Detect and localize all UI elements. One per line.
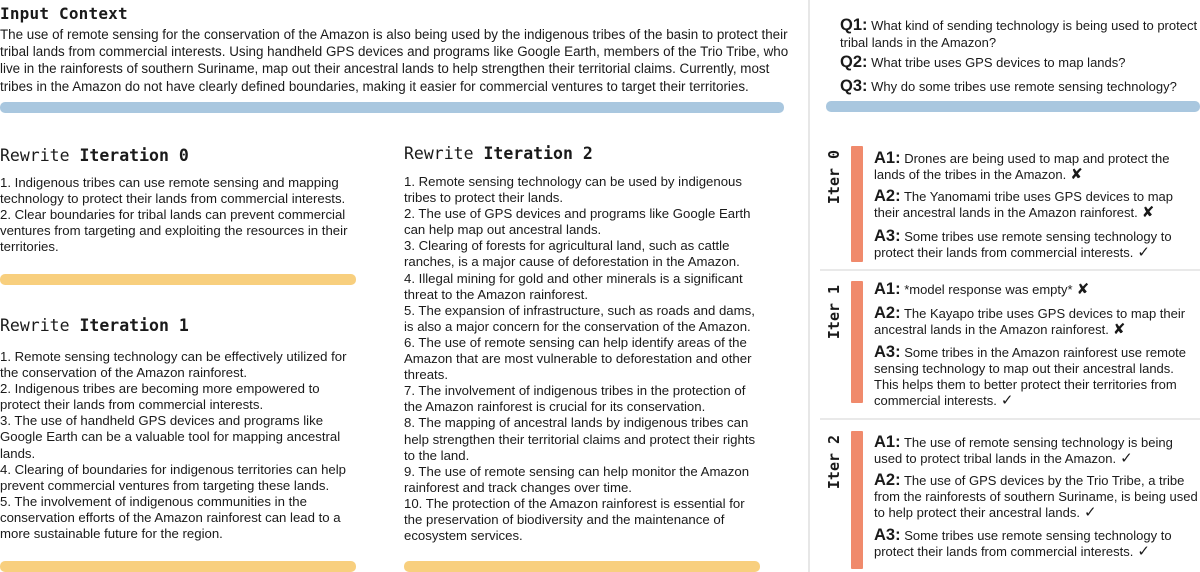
cross-icon: ✘	[1070, 166, 1083, 183]
rewrite-iteration-1-list	[0, 349, 356, 542]
iteration-separator	[820, 418, 1200, 420]
list-item: 9. The use of remote sensing can help monitor the Amazon rainforest and track changes over time.	[404, 463, 750, 495]
check-icon: ✓	[1120, 450, 1133, 467]
cross-icon: ✘	[1112, 321, 1126, 338]
iteration-0-label: Iter 0	[825, 149, 843, 205]
check-icon: ✓	[1137, 543, 1150, 560]
iteration-1-label: Iter 1	[825, 284, 843, 340]
rewrite-iteration-2-divider	[404, 561, 760, 572]
question-1: Q1: What kind of sending technology is being used to protect tribal lands in the Amazon?	[840, 16, 1198, 50]
iteration-2-answer-1: A1: The use of remote sensing technology is being used to protect tribal lands in the Amazon. ✓	[874, 433, 1173, 467]
list-item: 3. The use of handheld GPS devices and programs like Google Earth can be a valuable tool for mapping ancestral lands.	[0, 413, 341, 461]
rewrite-iteration-1-divider	[0, 561, 356, 572]
iteration-separator	[820, 269, 1200, 271]
check-icon: ✓	[1137, 244, 1150, 261]
column-separator	[808, 0, 810, 572]
question-2: Q2: What tribe uses GPS devices to map lands?	[840, 53, 1126, 71]
list-item: 5. The expansion of infrastructure, such as roads and dams, is also a major concern for the conservation of the Amazon.	[404, 302, 755, 334]
iteration-2-bar	[851, 431, 863, 569]
list-item: 4. Illegal mining for gold and other minerals is a significant threat to the Amazon rainforest.	[404, 270, 743, 302]
list-item: 3. Clearing of forests for agricultural land, such as cattle ranches, is a major cause of deforestation in the Amazon.	[404, 238, 740, 270]
check-icon: ✓	[1000, 392, 1014, 409]
list-item: 4. Clearing of boundaries for indigenous territories can help prevent commercial ventures from targeting these lands.	[0, 461, 347, 493]
list-item: 2. Indigenous tribes are becoming more empowered to protect their lands from commercial interests.	[0, 381, 320, 413]
list-item: 1. Remote sensing technology can be used by indigenous tribes to protect their lands.	[404, 174, 742, 206]
check-icon: ✓	[1083, 504, 1097, 521]
rewrite-iteration-0-title: Rewrite Iteration 0	[0, 146, 189, 165]
input-context-title: Input Context	[0, 4, 128, 23]
iteration-2-label: Iter 2	[825, 434, 843, 490]
iteration-0-answer-3: A3: Some tribes use remote sensing technology to protect their lands from commercial interests. ✓	[874, 227, 1172, 261]
questions-divider	[826, 101, 1200, 112]
iteration-1-answer-1: A1: *model response was empty* ✘	[874, 280, 1090, 298]
iteration-2-answer-3: A3: Some tribes use remote sensing technology to protect their lands from commercial interests. ✓	[874, 526, 1172, 560]
iteration-1-answer-3: A3: Some tribes in the Amazon rainforest use remote sensing technology to map out their ancestral lands. This helps them to better protect their territories from commercial interests. ✓	[874, 343, 1187, 409]
list-item: 8. The mapping of ancestral lands by indigenous tribes can help strengthen their territorial claims and protect their rights to the land.	[404, 415, 756, 463]
list-item: 2. Clear boundaries for tribal lands can prevent commercial ventures from targeting and exploiting the resources in their territories.	[0, 207, 348, 255]
rewrite-iteration-2-list	[404, 174, 760, 544]
question-3: Q3: Why do some tribes use remote sensing technology?	[840, 77, 1177, 95]
iteration-0-bar	[851, 146, 863, 262]
list-item: 7. The involvement of indigenous tribes in the protection of the Amazon rainforest is crucial for its conservation.	[404, 383, 746, 415]
cross-icon: ✘	[1076, 281, 1090, 298]
list-item: 6. The use of remote sensing can help identify areas of the Amazon that are most vulnerable to deforestation and other threats.	[404, 334, 752, 383]
iteration-0-answer-2: A2: The Yanomami tribe uses GPS devices to map their ancestral lands in the Amazon rainforest. ✘	[874, 187, 1174, 221]
list-item: 1. Remote sensing technology can be effectively utilized for the conservation of the Amazon rainforest.	[0, 349, 347, 381]
iteration-0-answer-1: A1: Drones are being used to map and protect the lands of the tribes in the Amazon. ✘	[874, 149, 1170, 183]
rewrite-iteration-2-title: Rewrite Iteration 2	[404, 144, 593, 163]
rewrite-iteration-0-divider	[0, 274, 356, 285]
list-item: 1. Indigenous tribes can use remote sensing and mapping technology to protect their lands from commercial interests.	[0, 175, 346, 207]
input-context-divider	[0, 102, 784, 113]
list-item: 2. The use of GPS devices and programs like Google Earth can help map out ancestral lands.	[404, 206, 751, 238]
rewrite-iteration-0-list	[0, 175, 360, 255]
iteration-2-answer-2: A2: The use of GPS devices by the Trio Tribe, a tribe from the rainforests of southern Suriname, is being used to help protect their ancestral lands. ✓	[874, 471, 1198, 521]
list-item: 10. The protection of the Amazon rainforest is essential for the preservation of biodiversity and the maintenance of ecosystem services.	[404, 495, 745, 544]
iteration-1-answer-2: A2: The Kayapo tribe uses GPS devices to map their ancestral lands in the Amazon rainforest. ✘	[874, 304, 1186, 338]
input-context-text: The use of remote sensing for the conservation of the Amazon is also being used by the indigenous tribes of the basin to protect their tribal lands from commercial interests. Using handheld GPS devices and programs like Google Earth, members of the Trio Tribe, who live in the rainforests of southern Suriname, map out their ancestral lands to help strengthen their territorial claims. Currently, most tribes in the Amazon do not have clearly defined boundaries, making it easier for commercial ventures to target their territories.	[0, 27, 789, 94]
cross-icon: ✘	[1141, 204, 1155, 221]
iteration-1-bar	[851, 281, 863, 403]
list-item: 5. The involvement of indigenous communities in the conservation efforts of the Amazon rainforest can lead to a more sustainable future for the region.	[0, 493, 341, 542]
rewrite-iteration-1-title: Rewrite Iteration 1	[0, 316, 189, 335]
